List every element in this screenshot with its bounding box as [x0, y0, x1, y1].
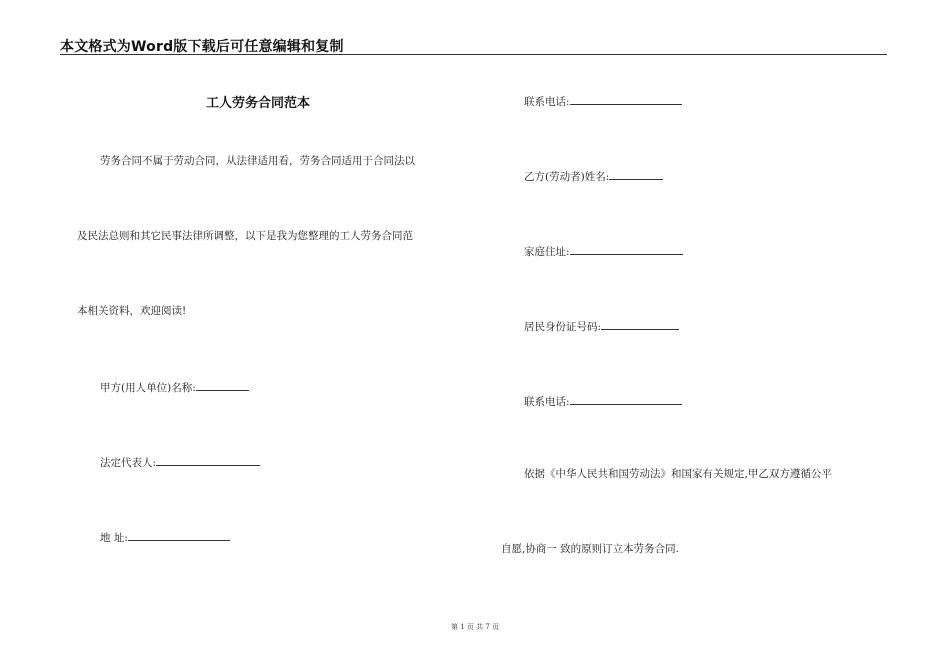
- party-a-address-label: 地 址:: [100, 532, 128, 544]
- party-b-phone-label: 联系电话:: [524, 396, 570, 408]
- home-address-blank: [570, 243, 683, 255]
- party-a-address-blank: [128, 529, 230, 541]
- intro-line-2: 及民法总则和其它民事法律所调整，以下是我为您整理的工人劳务合同范: [77, 230, 413, 242]
- intro-line-3: 本相关资料，欢迎阅读!: [77, 305, 187, 317]
- legal-representative-blank: [156, 454, 260, 466]
- id-number-field: [524, 318, 679, 334]
- legal-representative-label: 法定代表人:: [100, 457, 157, 469]
- party-a-address-field: [100, 529, 230, 545]
- party-b-name-label: 乙方(劳动者)姓名:: [524, 171, 610, 183]
- page-number: 第 1 页 共 7 页: [450, 623, 500, 631]
- document-header: 本文格式为Word版下载后可任意编辑和复制: [60, 39, 344, 55]
- home-address-label: 家庭住址:: [524, 246, 570, 258]
- legal-representative-field: [100, 454, 260, 470]
- party-b-name-blank: [609, 168, 663, 180]
- document-title: 工人劳务合同范本: [206, 96, 311, 111]
- party-a-name-field: [100, 379, 249, 395]
- closing-line-2: 自愿,协商一 致的原则订立本劳务合同.: [501, 543, 680, 555]
- closing-line-1: 依据《中华人民共和国劳动法》和国家有关规定,甲乙双方遵循公平: [524, 468, 832, 480]
- party-b-name-field: [524, 168, 663, 184]
- party-a-name-blank: [196, 379, 249, 391]
- party-a-phone-field: [524, 93, 682, 109]
- party-b-phone-field: [524, 393, 682, 409]
- party-a-name-label: 甲方(用人单位)名称:: [100, 382, 196, 394]
- intro-line-1: 劳务合同不属于劳动合同，从法律适用看，劳务合同适用于合同法以: [100, 155, 415, 167]
- id-number-blank: [601, 318, 679, 330]
- home-address-field: [524, 243, 683, 259]
- party-b-phone-blank: [570, 393, 682, 405]
- header-divider: [60, 54, 887, 55]
- party-a-phone-blank: [570, 93, 682, 105]
- party-a-phone-label: 联系电话:: [524, 96, 570, 108]
- id-number-label: 居民身份证号码:: [524, 321, 602, 333]
